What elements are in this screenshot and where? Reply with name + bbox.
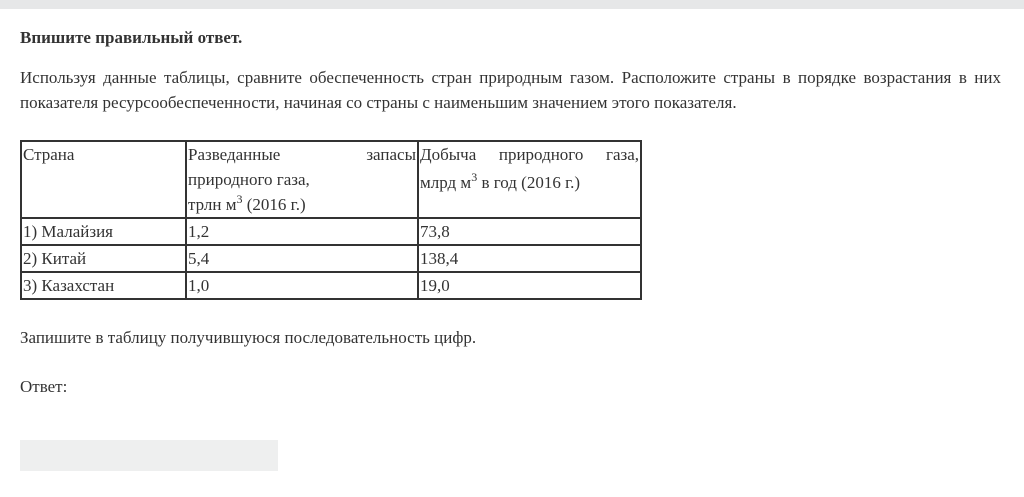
header-production-word2: природного [498,145,584,164]
header-country-label: Страна [23,145,75,164]
cell-reserves: 5,4 [186,245,418,272]
cell-reserves: 1,2 [186,218,418,245]
footer-instruction: Запишите в таблицу получившуюся последовательность цифр. [20,328,477,347]
task-content [20,27,1001,398]
header-reserves-word2: запасы [366,145,416,164]
header-reserves-line2: природного газа, [188,170,310,189]
header-production [418,141,641,218]
table-row [21,218,641,245]
table-header-row [21,141,641,218]
cell-country: 2) Китай [21,245,186,272]
table-row [21,245,641,272]
answer-label: Ответ: [20,377,68,396]
cell-production: 73,8 [418,218,641,245]
header-production-word3: газа, [605,145,639,164]
question-text: Используя данные таблицы, сравните обеспеченность стран природным газом. Расположите страны в порядке возрастания в них показателя ресурсообеспеченности, начиная со страны с наименьшим значением этого показателя. [20,68,1001,112]
header-country [21,141,186,218]
header-reserves-word1: Разведанные [188,145,281,164]
cell-production: 19,0 [418,272,641,299]
header-reserves [186,141,418,218]
cell-country: 1) Малайзия [21,218,186,245]
header-production-line2: млрд $м^3$ в год (2016 г.) [420,170,581,192]
data-table [20,140,642,300]
header-production-word1: Добыча [420,145,477,164]
cell-country: 3) Казахстан [21,272,186,299]
instruction-text: Впишите правильный ответ. [20,28,243,47]
table-row [21,272,641,299]
header-reserves-line3: трлн $м^3$ (2016 г.) [188,192,306,214]
answer-input[interactable] [20,440,278,471]
cell-reserves: 1,0 [186,272,418,299]
cell-production: 138,4 [418,245,641,272]
top-strip [0,0,1024,9]
